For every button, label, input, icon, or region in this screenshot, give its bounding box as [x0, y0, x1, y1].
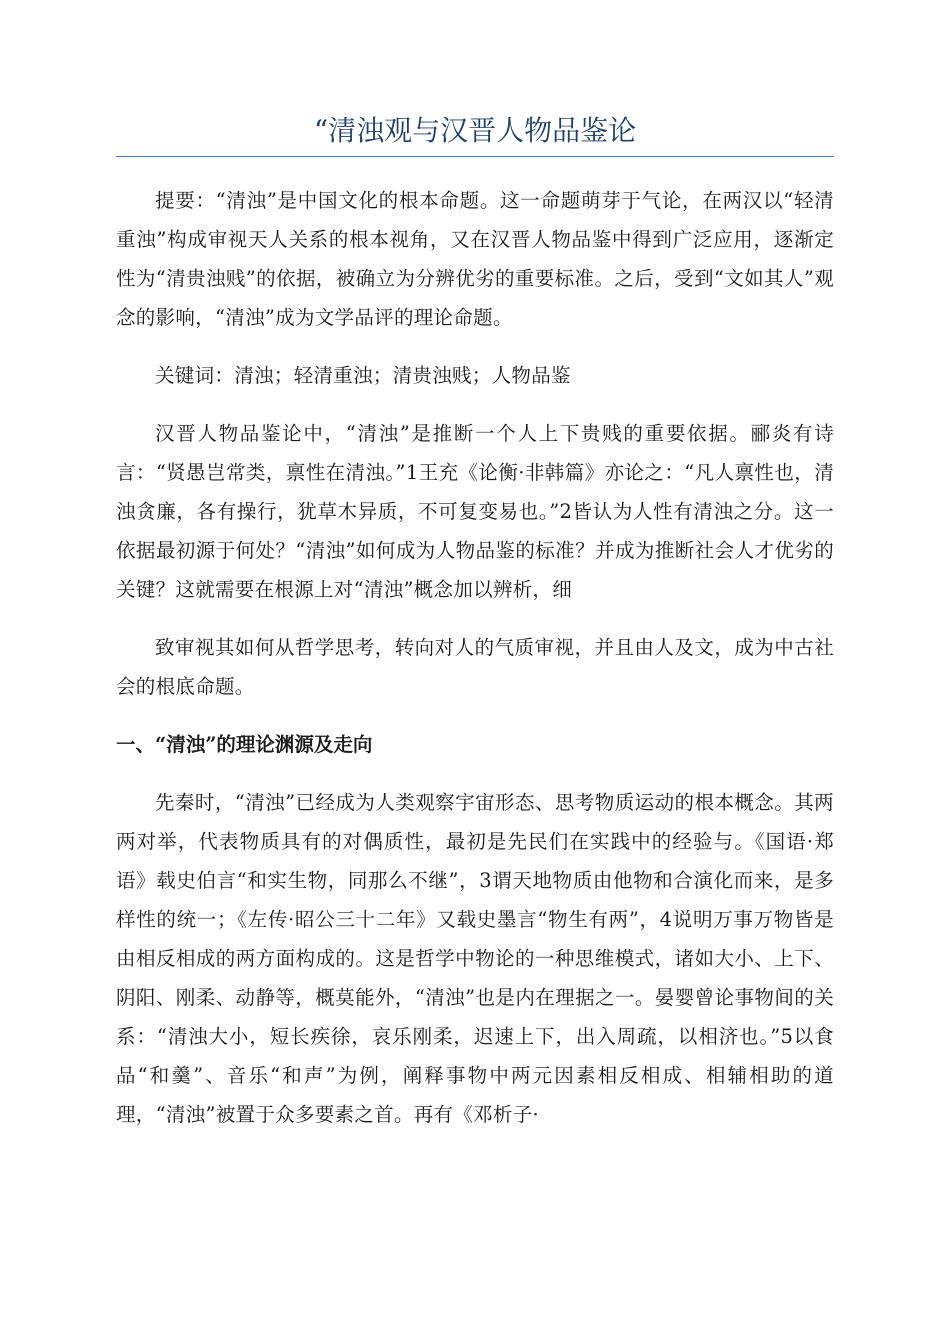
- document-title: “清浊观与汉晋人物品鉴论: [116, 108, 834, 157]
- section-heading-1: 一、“清浊”的理论渊源及走向: [116, 733, 373, 756]
- title-spacer: [116, 157, 834, 181]
- abstract-paragraph: 提要：“清浊”是中国文化的根本命题。这一命题萌芽于气论，在两汉以“轻清重浊”构成审视天人关系的根本视角，又在汉晋人物品鉴中得到广泛应用，逐渐定性为“清贵浊贱”的依据，被确立为分辨优劣的重要标准。之后，受到“文如其人”观念的影响，“清浊”成为文学品评的理论命题。: [116, 189, 834, 329]
- intro-paragraph-1: 汉晋人物品鉴论中，“清浊”是推断一个人上下贵贱的重要依据。郦炎有诗言：“贤愚岂常类，禀性在清浊。”1王充《论衡·非韩篇》亦论之：“凡人禀性也，清浊贪廉，各有操行，犹草木异质，不可复变易也。”2皆认为人性有清浊之分。这一依据最初源于何处？“清浊”如何成为人物品鉴的标准？并成为推断社会人才优劣的关键？这就需要在根源上对“清浊”概念加以辨析，细: [116, 422, 834, 601]
- keywords-line: 关键词：清浊；轻清重浊；清贵浊贱；人物品鉴: [155, 364, 571, 387]
- document-page: [116, 108, 834, 1153]
- section-1-paragraph-1: 先秦时，“清浊”已经成为人类观察宇宙形态、思考物质运动的根本概念。其两两对举，代表物质具有的对偶质性，最初是先民们在实践中的经验与。《国语·郑语》载史伯言“和实生物，同那么不继”，3谓天地物质由他物和合演化而来，是多样性的统一；《左传·昭公三十二年》又载史墨言“物生有两”，4说明万事万物皆是由相反相成的两方面构成的。这是哲学中物论的一种思维模式，诸如大小、上下、阴阳、刚柔、动静等，概莫能外，“清浊”也是内在理据之一。晏婴曾论事物间的关系：“清浊大小，短长疾徐，哀乐刚柔，迟速上下，出入周疏，以相济也。”5以食品“和羹”、音乐“和声”为例，阐释事物中两元因素相反相成、相辅相助的道理，“清浊”被置于众多要素之首。再有《邓析子·: [116, 791, 834, 1126]
- intro-paragraph-2: 致审视其如何从哲学思考，转向对人的气质审视，并且由人及文，成为中古社会的根底命题。: [116, 636, 834, 698]
